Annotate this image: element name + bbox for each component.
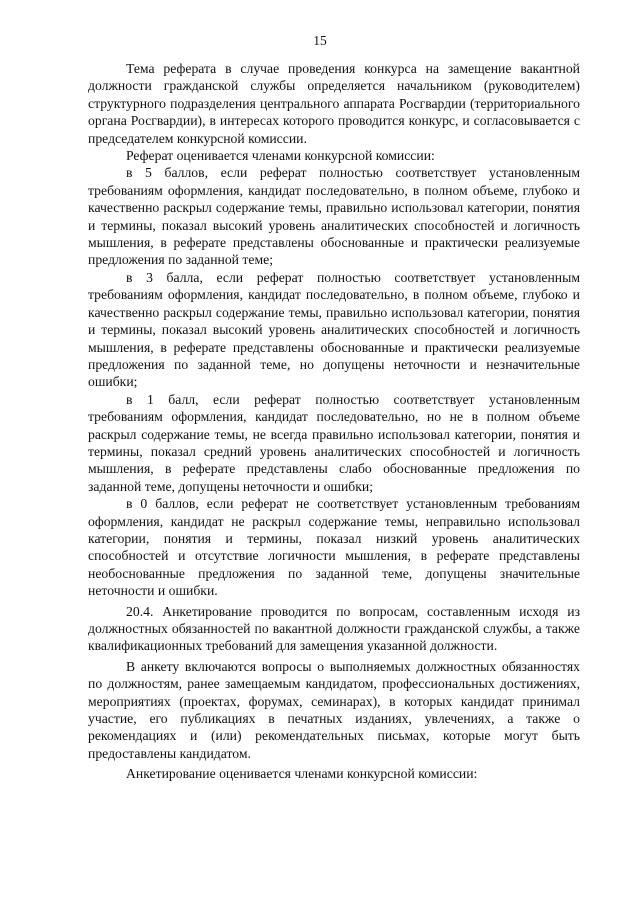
paragraph-score-5: в 5 баллов, если реферат полностью соответствует установленным требованиям оформления, кандидат последовательно, в полном объеме, глубоко и качественно раскрыл содержание темы, правильно использовал категории, понятия и термины, показал высокий уровень аналитических способностей и логичность мышления, в реферате представлены обоснованные и практически реализуемые предложения по заданной теме; [88,165,580,268]
paragraph-questionnaire: 20.4. Анкетирование проводится по вопросам, составленным исходя из должностных обязанностей по вакантной должности гражданской службы, а также квалификационных требований для замещения указанной должности. [88,603,580,654]
paragraph-questionnaire-evaluation: Анкетирование оценивается членами конкурсной комиссии: [126,766,478,782]
paragraph-essay-evaluation-intro: Реферат оценивается членами конкурсной комиссии: [126,148,435,164]
paragraph-score-0: в 0 баллов, если реферат не соответствует установленным требованиям оформления, кандидат не раскрыл содержание темы, неправильно использовал категории, понятия и термины, показал низкий уровень аналитических способностей и отсутствие логичности мышления, в реферате представлены необоснованные предложения по заданной теме, допущены значительные неточности и ошибки. [88,496,580,599]
paragraph-score-1: в 1 балл, если реферат полностью соответствует установленным требованиям оформления, кандидат последовательно, но не в полном объеме раскрыл содержание темы, не всегда правильно использовал категории, понятия и термины, показал средний уровень аналитических способностей и логичность мышления, в реферате представлены слабо обоснованные предложения по заданной теме, допущены неточности и ошибки; [88,391,580,494]
paragraph-essay-topic: Тема реферата в случае проведения конкурса на замещение вакантной должности гражданской службы определяется начальником (руководителем) структурного подразделения центрального аппарата Росгвардии (территориального органа Росгвардии), в интересах которого проводится конкурс, и согласовывается с председателем конкурсной комиссии. [88,61,580,146]
paragraph-questionnaire-contents: В анкету включаются вопросы о выполняемых должностных обязанностях по должностям, ранее замещаемым кандидатом, профессиональных достижениях, мероприятиях (проектах, форумах, семинарах), в которых кандидат принимал участие, его публикациях в печатных изданиях, увлечениях, а также о рекомендациях и (или) рекомендательных письмах, которые могут быть предоставлены кандидатом. [88,658,580,761]
page-number: 15 [313,33,327,48]
paragraph-score-3: в 3 балла, если реферат полностью соответствует установленным требованиям оформления, кандидат последовательно, в полном объеме, глубоко и качественно раскрыл содержание темы, правильно использовал категории, понятия и термины, показал высокий уровень аналитических способностей и логичность мышления, в реферате представлены обоснованные и практически реализуемые предложения по заданной теме, но допущены неточности и незначительные ошибки; [88,269,580,390]
document-body [88,60,580,783]
